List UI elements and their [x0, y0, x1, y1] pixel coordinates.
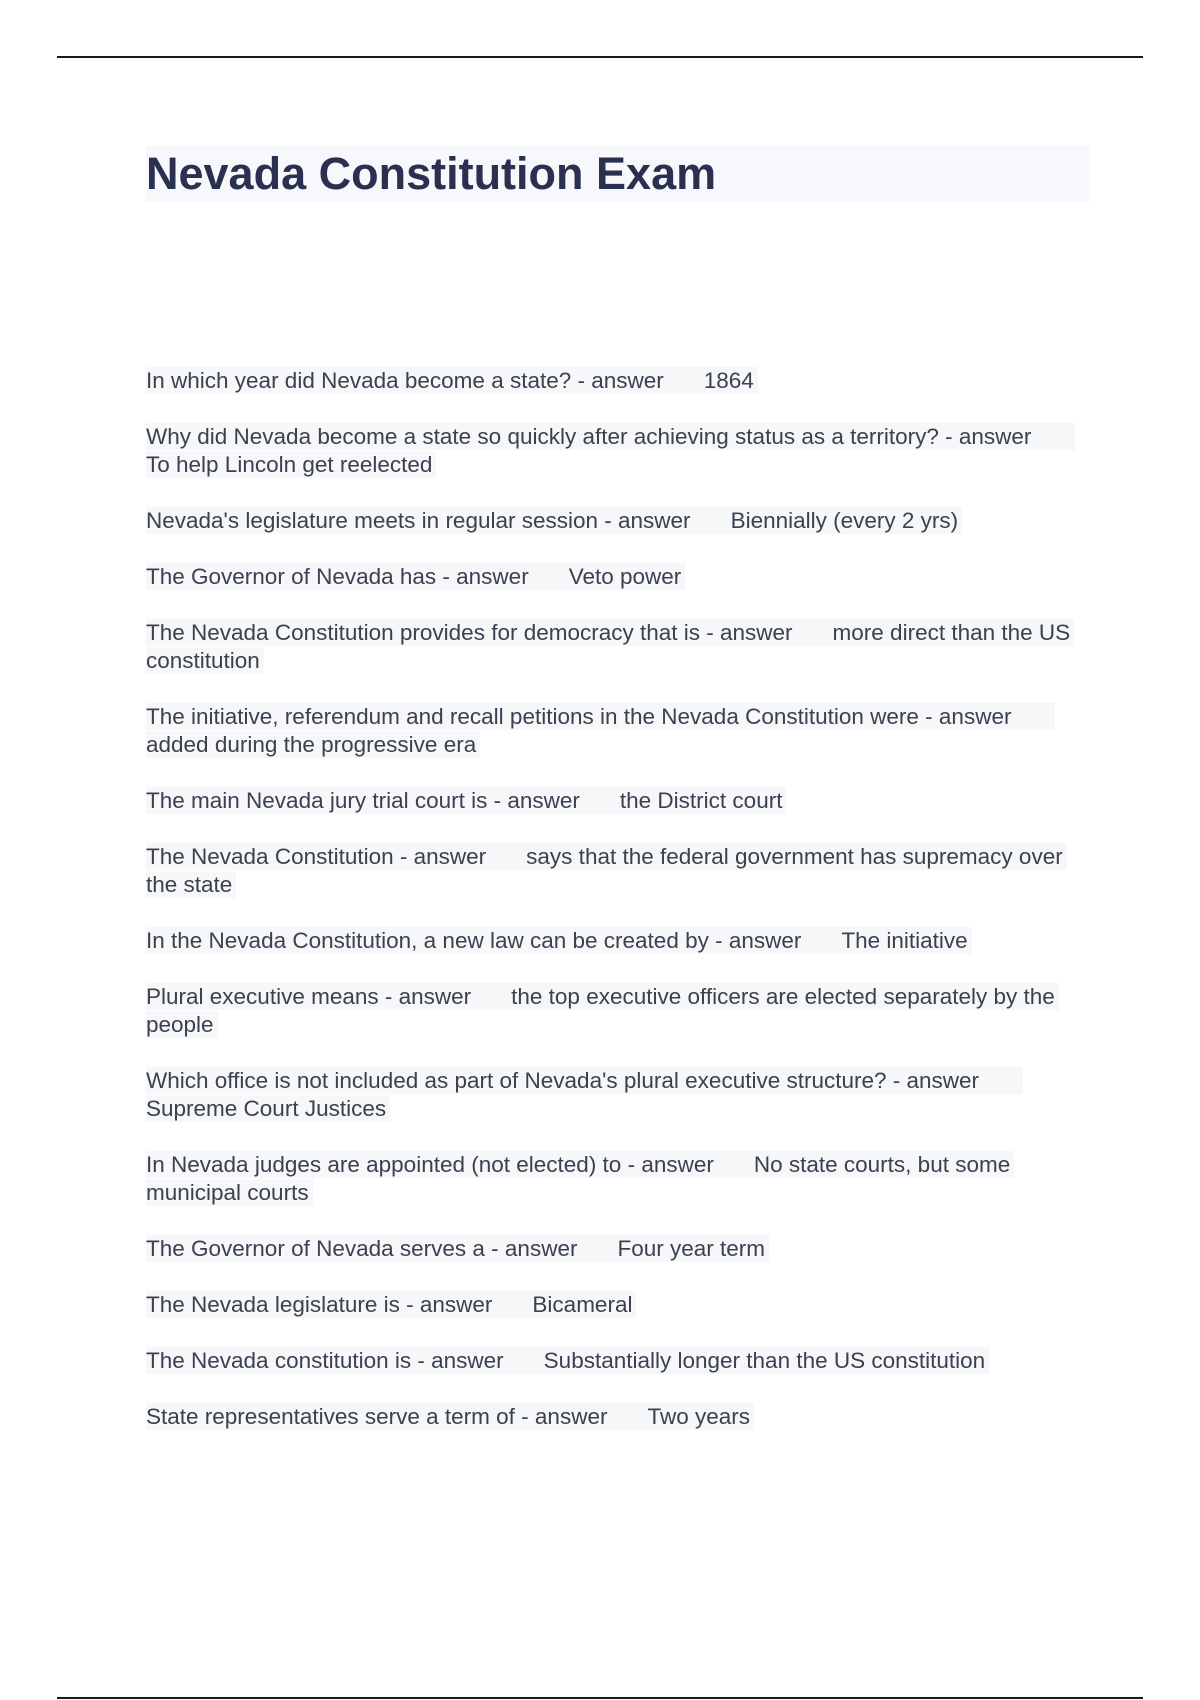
question-text: The initiative, referendum and recall petitions in the Nevada Constitution were - answer — [146, 704, 1012, 729]
answer-text: Supreme Court Justices — [146, 1096, 387, 1121]
question-text: Why did Nevada become a state so quickly after achieving status as a territory? - answer — [146, 424, 1032, 449]
qa-item — [146, 367, 1090, 395]
qa-item — [146, 787, 1090, 815]
answer-text: more direct than the US constitution — [146, 620, 1071, 673]
qa-item — [146, 423, 1090, 479]
qa-item — [146, 619, 1090, 675]
answer-text: Four year term — [617, 1236, 765, 1261]
qa-item — [146, 927, 1090, 955]
answer-text: the top executive officers are elected separately by the people — [146, 984, 1055, 1037]
top-rule — [57, 56, 1143, 58]
qa-item — [146, 1067, 1090, 1123]
question-text: The main Nevada jury trial court is - answer — [146, 788, 580, 813]
question-text: In which year did Nevada become a state? - answer — [146, 368, 664, 393]
answer-text: The initiative — [841, 928, 968, 953]
qa-item — [146, 983, 1090, 1039]
title-block — [146, 146, 1090, 202]
question-text: State representatives serve a term of - answer — [146, 1404, 608, 1429]
question-text: In Nevada judges are appointed (not elected) to - answer — [146, 1152, 714, 1177]
question-text: The Governor of Nevada serves a - answer — [146, 1236, 578, 1261]
question-text: In the Nevada Constitution, a new law can be created by - answer — [146, 928, 802, 953]
answer-text: Veto power — [568, 564, 682, 589]
qa-item — [146, 1403, 1090, 1431]
question-text: The Nevada constitution is - answer — [146, 1348, 504, 1373]
answer-text: 1864 — [703, 368, 754, 393]
qa-item — [146, 1235, 1090, 1263]
qa-item — [146, 507, 1090, 535]
qa-item — [146, 1291, 1090, 1319]
answer-text: says that the federal government has supremacy over the state — [146, 844, 1063, 897]
answer-text: Two years — [647, 1404, 750, 1429]
bottom-rule — [57, 1697, 1143, 1699]
question-text: Which office is not included as part of Nevada's plural executive structure? - answer — [146, 1068, 980, 1093]
answer-text: Substantially longer than the US constitution — [543, 1348, 986, 1373]
question-text: The Governor of Nevada has - answer — [146, 564, 529, 589]
qa-item — [146, 1347, 1090, 1375]
qa-item — [146, 843, 1090, 899]
answer-text: Bicameral — [532, 1292, 633, 1317]
page-title: Nevada Constitution Exam — [146, 148, 717, 199]
answer-text: Biennially (every 2 yrs) — [730, 508, 959, 533]
answer-text: added during the progressive era — [146, 732, 477, 757]
question-text: The Nevada Constitution provides for democracy that is - answer — [146, 620, 793, 645]
qa-item — [146, 703, 1090, 759]
qa-item — [146, 563, 1090, 591]
answer-text: the District court — [619, 788, 783, 813]
qa-item — [146, 1151, 1090, 1207]
answer-text: No state courts, but some municipal courts — [146, 1152, 1011, 1205]
answer-text: To help Lincoln get reelected — [146, 452, 433, 477]
question-text: Nevada's legislature meets in regular session - answer — [146, 508, 691, 533]
qa-list — [146, 367, 1090, 1459]
question-text: The Nevada Constitution - answer — [146, 844, 487, 869]
question-text: Plural executive means - answer — [146, 984, 472, 1009]
question-text: The Nevada legislature is - answer — [146, 1292, 493, 1317]
